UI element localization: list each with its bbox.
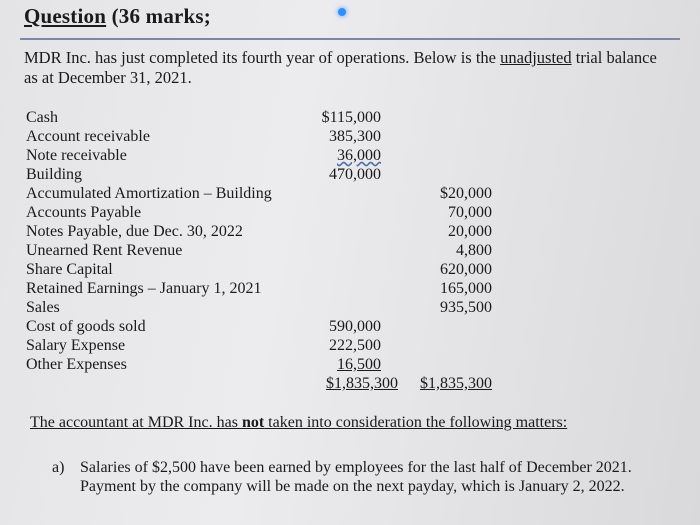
tb-account: Building <box>26 166 83 183</box>
question-label: Question <box>24 4 107 28</box>
tb-debit: 590,000 <box>329 318 381 335</box>
tb-row <box>26 317 526 336</box>
tb-row <box>26 355 526 374</box>
tb-row <box>26 184 526 203</box>
tb-row <box>26 260 526 279</box>
tb-account: Other Expenses <box>26 356 127 373</box>
trial-balance <box>26 108 526 393</box>
tb-row <box>26 336 526 355</box>
tb-total-debit: $1,835,300 <box>326 375 398 392</box>
tb-credit: 4,800 <box>456 242 492 259</box>
tb-debit: 470,000 <box>329 166 381 183</box>
tb-credit: 20,000 <box>448 223 492 240</box>
intro-text-2: trial balance as at December 31, 2021. <box>24 48 657 87</box>
tb-account: Cash <box>26 109 58 126</box>
tb-account: Cost of goods sold <box>26 318 146 335</box>
tb-debit: 222,500 <box>329 337 381 354</box>
tb-row <box>26 298 526 317</box>
tb-credit: 620,000 <box>440 261 492 278</box>
tb-row <box>26 146 526 165</box>
tb-debit: $115,000 <box>321 109 381 126</box>
tb-debit: 36,000 <box>337 147 381 164</box>
intro-underlined: unadjusted <box>500 48 572 67</box>
tb-credit: 935,500 <box>440 299 492 316</box>
blue-dot-icon <box>338 8 346 16</box>
tb-debit: 16,500 <box>337 356 381 373</box>
intro-paragraph <box>24 48 664 88</box>
tb-total-row <box>26 374 526 393</box>
item-text: Salaries of $2,500 have been earned by employees for the last half of December 2021. Payment by the company will be made on the next payday, which is January 2, 2022. <box>80 459 632 495</box>
item-label: a) <box>52 459 65 476</box>
tb-row <box>26 279 526 298</box>
note-text-1: The accountant at MDR Inc. has <box>30 414 242 431</box>
intro-text-1: MDR Inc. has just completed its fourth year of operations. Below is the <box>24 48 501 67</box>
tb-account: Note receivable <box>26 147 127 164</box>
tb-total-credit: $1,835,300 <box>420 375 492 392</box>
tb-row <box>26 241 526 260</box>
tb-account: Salary Expense <box>26 337 126 354</box>
marks-label: (36 marks; <box>111 4 211 28</box>
tb-row <box>26 108 526 127</box>
tb-credit: 165,000 <box>440 280 492 297</box>
tb-account: Retained Earnings – January 1, 2021 <box>26 280 262 297</box>
tb-account: Accounts Payable <box>26 204 142 221</box>
note-bold: not <box>241 414 265 431</box>
tb-row <box>26 222 526 241</box>
note-line <box>30 414 567 432</box>
tb-credit: 70,000 <box>448 204 492 221</box>
heading-divider <box>20 38 680 40</box>
tb-account: Account receivable <box>26 128 150 145</box>
tb-row <box>26 165 526 184</box>
tb-account: Accumulated Amortization – Building <box>26 185 272 202</box>
note-text-2: taken into consideration the following matters: <box>264 414 568 431</box>
tb-row <box>26 203 526 222</box>
tb-row <box>26 127 526 146</box>
tb-account: Sales <box>26 299 60 316</box>
tb-debit: 385,300 <box>329 128 381 145</box>
question-heading <box>24 4 211 29</box>
tb-account: Notes Payable, due Dec. 30, 2022 <box>26 223 243 240</box>
tb-account: Unearned Rent Revenue <box>26 242 183 259</box>
tb-account: Share Capital <box>26 261 113 278</box>
tb-credit: $20,000 <box>440 185 492 202</box>
